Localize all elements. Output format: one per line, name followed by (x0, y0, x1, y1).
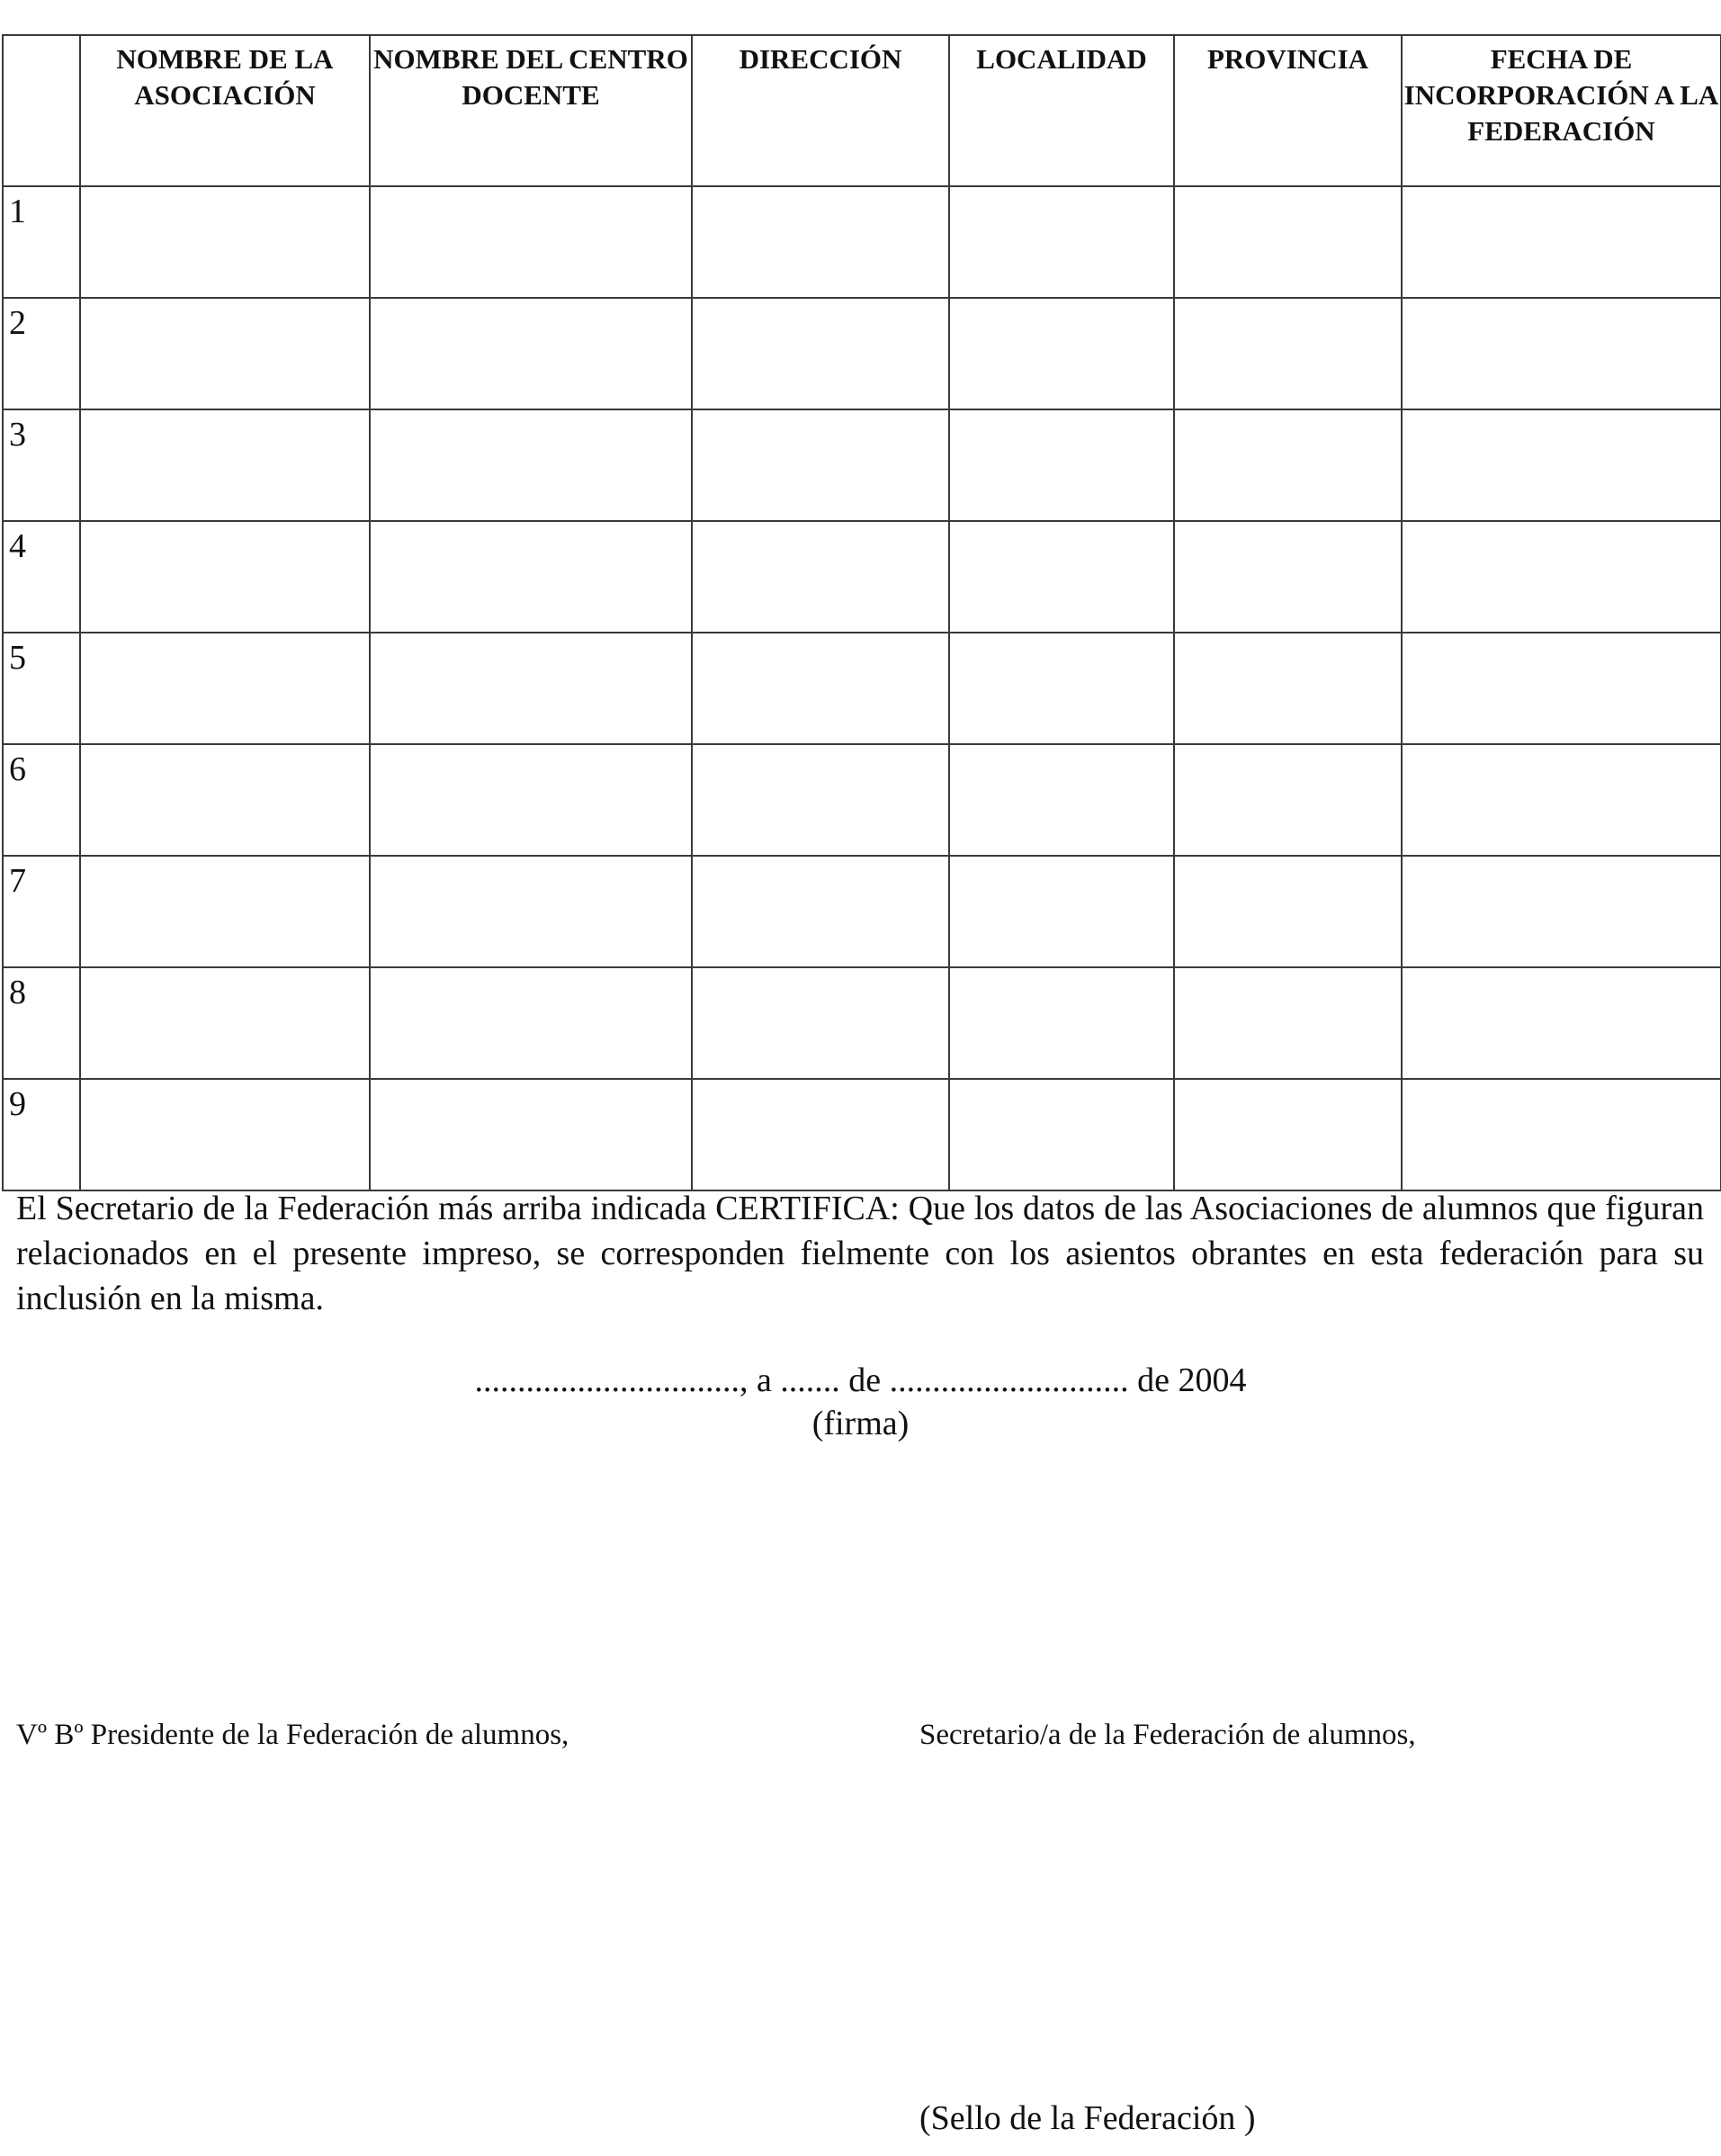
secretary-signature-label: Secretario/a de la Federación de alumnos, (919, 1719, 1416, 1751)
table-row (3, 298, 1721, 409)
associations-table (2, 34, 1721, 1191)
address-cell (692, 521, 949, 633)
school-name-cell (370, 521, 692, 633)
president-signature-label: Vº Bº Presidente de la Federación de alumnos, (16, 1719, 569, 1751)
header-cell-address: DIRECCIÓN (692, 35, 949, 186)
address-cell (692, 1079, 949, 1190)
province-cell (1174, 633, 1402, 744)
locality-cell (949, 298, 1174, 409)
certification-paragraph: El Secretario de la Federación más arriba indicada CERTIFICA: Que los datos de las Asociaciones de alumnos que figuran relacionados en el presente impreso, se corresponden fielmente con los asientos obrantes en esta federación para su inclusión en la misma. (16, 1190, 1704, 1317)
association-name-cell (80, 744, 370, 856)
address-cell (692, 856, 949, 967)
school-name-cell (370, 744, 692, 856)
stamp-label: (Sello de la Federación ) (919, 2099, 1256, 2137)
row-number: 1 (3, 186, 80, 298)
row-number: 6 (3, 744, 80, 856)
table-row (3, 521, 1721, 633)
association-name-cell (80, 1079, 370, 1190)
locality-cell (949, 409, 1174, 521)
address-cell (692, 186, 949, 298)
incorporation-date-cell (1402, 856, 1721, 967)
row-number: 2 (3, 298, 80, 409)
province-cell (1174, 409, 1402, 521)
table-row (3, 856, 1721, 967)
school-name-cell (370, 856, 692, 967)
row-number: 9 (3, 1079, 80, 1190)
header-cell-incorporation-date: FECHA DE INCORPORACIÓN A LA FEDERACIÓN (1402, 35, 1721, 186)
association-name-cell (80, 186, 370, 298)
locality-cell (949, 633, 1174, 744)
header-cell-school-name: NOMBRE DEL CENTRO DOCENTE (370, 35, 692, 186)
incorporation-date-cell (1402, 967, 1721, 1079)
incorporation-date-cell (1402, 298, 1721, 409)
table-row (3, 967, 1721, 1079)
province-cell (1174, 856, 1402, 967)
table-header-row (3, 35, 1721, 186)
incorporation-date-cell (1402, 744, 1721, 856)
row-number: 5 (3, 633, 80, 744)
row-number: 8 (3, 967, 80, 1079)
table-row (3, 744, 1721, 856)
header-cell-locality: LOCALIDAD (949, 35, 1174, 186)
school-name-cell (370, 186, 692, 298)
school-name-cell (370, 298, 692, 409)
table-row (3, 633, 1721, 744)
association-name-cell (80, 856, 370, 967)
province-cell (1174, 967, 1402, 1079)
address-cell (692, 409, 949, 521)
school-name-cell (370, 409, 692, 521)
incorporation-date-cell (1402, 186, 1721, 298)
school-name-cell (370, 633, 692, 744)
locality-cell (949, 744, 1174, 856)
incorporation-date-cell (1402, 633, 1721, 744)
locality-cell (949, 967, 1174, 1079)
header-cell-number (3, 35, 80, 186)
address-cell (692, 967, 949, 1079)
signature-note: (firma) (811, 1405, 910, 1442)
province-cell (1174, 744, 1402, 856)
place-date-line: ..............................., a ....... de ............................ de 2004 (474, 1361, 1247, 1399)
locality-cell (949, 186, 1174, 298)
table-row (3, 186, 1721, 298)
table-row (3, 1079, 1721, 1190)
association-name-cell (80, 298, 370, 409)
school-name-cell (370, 967, 692, 1079)
association-name-cell (80, 409, 370, 521)
province-cell (1174, 298, 1402, 409)
address-cell (692, 744, 949, 856)
locality-cell (949, 1079, 1174, 1190)
association-name-cell (80, 521, 370, 633)
association-name-cell (80, 633, 370, 744)
locality-cell (949, 856, 1174, 967)
province-cell (1174, 186, 1402, 298)
address-cell (692, 298, 949, 409)
school-name-cell (370, 1079, 692, 1190)
row-number: 4 (3, 521, 80, 633)
incorporation-date-cell (1402, 409, 1721, 521)
province-cell (1174, 521, 1402, 633)
locality-cell (949, 521, 1174, 633)
table-row (3, 409, 1721, 521)
row-number: 3 (3, 409, 80, 521)
header-cell-province: PROVINCIA (1174, 35, 1402, 186)
incorporation-date-cell (1402, 1079, 1721, 1190)
address-cell (692, 633, 949, 744)
incorporation-date-cell (1402, 521, 1721, 633)
association-name-cell (80, 967, 370, 1079)
row-number: 7 (3, 856, 80, 967)
province-cell (1174, 1079, 1402, 1190)
header-cell-association-name: NOMBRE DE LA ASOCIACIÓN (80, 35, 370, 186)
